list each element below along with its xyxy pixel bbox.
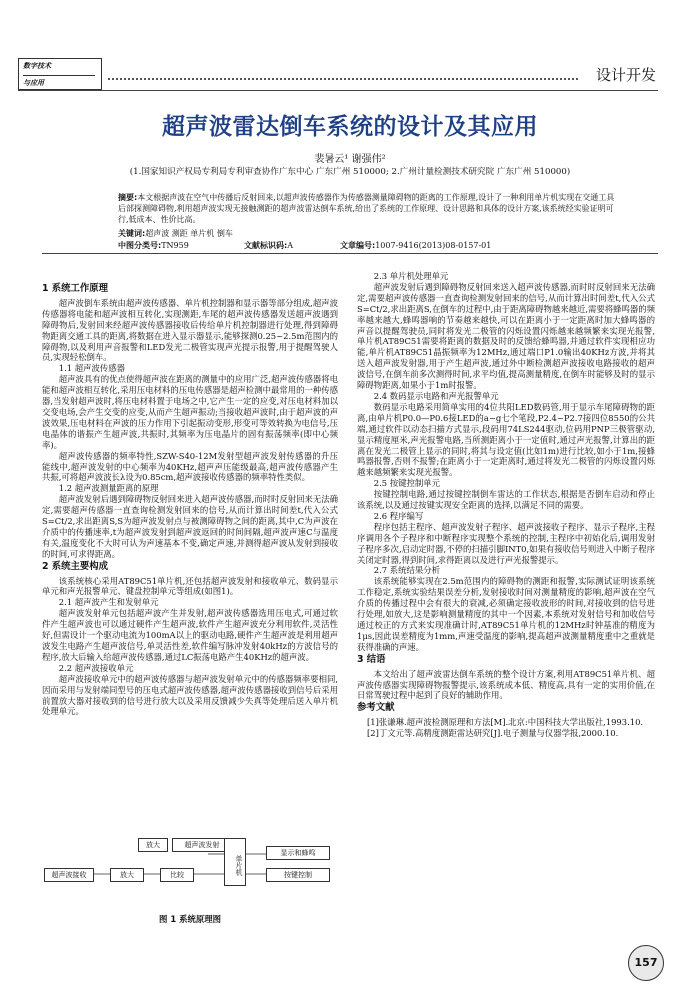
right-column (357, 271, 655, 739)
journal-badge-line1: 数字技术 (23, 61, 51, 70)
subsection-heading: 2.7 系统结果分析 (373, 565, 441, 576)
section-heading: 2 系统主要构成 (42, 560, 109, 572)
page-number: 157 (628, 945, 664, 981)
affiliation: (1.国家知识产权局专利局专利审查协作广东中心 广东广州 510000; 2.广州计量检测技术研究院 广东广州 510000) (129, 167, 571, 177)
abstract-label: 摘要: (118, 193, 138, 202)
clc-number (118, 240, 189, 251)
subsection-heading: 2.2 超声波接收单元 (58, 662, 134, 673)
doc-value: A (287, 241, 293, 250)
clc-label: 中图分类号: (118, 241, 162, 250)
paragraph: 本文给出了超声波雷达倒车系统的整个设计方案,利用AT89C51单片机、超声波传感器实现障碍物报警提示,该系统成本低、精度高,具有一定的实用价值,在日常驾驶过程中起到了良好的辅助作用。 (357, 668, 655, 701)
subsection-heading: 1.2 超声波测量距离的原理 (58, 483, 159, 494)
figure-caption: 图 1 系统原理图 (159, 914, 221, 924)
reference-item: [1]张谦琳.超声波检测原理和方法[M].北京:中国科技大学出版社,1993.10. (367, 717, 644, 728)
section-heading: 3 结语 (357, 653, 386, 665)
paragraph: 超声波具有的优点使得超声波在距离的测量中的应用广泛,超声波传感器将电能和超声波相互转化,采用压电材料的压电传感器是超声检测中最常用的一种传感器,当发射超声波时,将压电材料置于电场之中,它产生一定的应变,对压电材料加以交变电场,会产生交变的应变,从而产生超声振动;当接收超声波时,由于超声波的声波效果,压电材料在声波的压力作用下引起振动变形,形变可等效转换为电信号,压电晶体的谐振产生超声波,共振时,其频率为压电晶片的固有振荡频率(即中心频率)。 (42, 374, 338, 450)
paragraph: 超声波发射后遇到障碍物反射回来送入超声波传感器,而时时反射回来无法确定,需要超声波传感器一直查询检测发射回来的信号,从而计算出时间差t,代入公式S=Ct/2,求出距离S,在倒车的过程中,由于距离障碍物越来越近,需要将蜂鸣器的频率越来越大,蜂鸣器响的节奏越来越快,可以在距离小于一定距离时加大蜂鸣器的声音以提醒驾驶员,同时将发光二极管的闪烁设置闪烁越来越频繁来实现光报警,单片机AT89C51需要将距离的数据及时的反馈给蜂鸣器,并通过软件实现相应功能,单片机AT89C51晶振频率为12MHz,通过端口P1.0输出40KHz方波,并将其送入超声波发射器,用于产生超声波,通过外中断检测超声波接收电路接收的超声波信号,在倒车前多次测得时间,求平均值,提高测量精度,在倒车时能够及时的显示障碍物距离,如果小于1m时报警。 (357, 281, 656, 391)
box-key-control: 按键控制 (266, 868, 330, 882)
article-title: 超声波雷达倒车系统的设计及其应用 (162, 114, 538, 140)
keywords-text: 超声波 测距 单片机 倒车 (145, 229, 233, 238)
abstract-divider (42, 253, 658, 254)
subsection-heading: 2.1 超声波产生和发射单元 (58, 597, 159, 608)
box-display-buzzer: 显示和蜂鸣 (266, 846, 330, 860)
subsection-heading: 1.1 超声波传感器 (58, 363, 126, 374)
paragraph: 该系统能够实现在2.5m范围内的障碍物的测距和报警,实际测试证明该系统工作稳定,系统实验结果误差分析,发射接收时间对测量精度的影响,超声波在空气介质的传播过程中会有很大的衰减,必须确定接收波形的时间,对接收到的信号进行处理,如放大,这是影响测量精度的其中一个因素,本系统对发射信号和加收信号通过校正的方式来实现准确计时,AT89C51单片机的12MHz时钟基准的精度为1μs,因此误差精度为1mm,声速受温度的影响,提高超声波测量精度重中之重就是获得准确的声速。 (357, 576, 655, 652)
references-heading: 参考文献 (357, 702, 395, 714)
paragraph: 超声波传感器的频率特性,SZW-S40-12M发射型超声波发射传感器的升压能线中,超声波发射的中心频率为40KHz,超声声压能级最高,超声波传感器产生共振,可将超声波波长λ设为0.85cm,超声波接收传感器的频率特性类似。 (42, 450, 338, 483)
art-label: 文章编号: (340, 241, 376, 250)
header-divider (18, 90, 658, 91)
abstract (118, 192, 618, 225)
paragraph: 该系统核心采用AT89C51单片机,还包括超声波发射和接收单元、数码显示单元和声光报警单元、键盘控制单元等组成(如图1)。 (42, 575, 338, 597)
system-diagram (42, 838, 338, 898)
keywords-label: 关键词: (118, 229, 146, 238)
section-heading: 1 系统工作原理 (42, 283, 109, 294)
clc-value: TN959 (161, 241, 189, 250)
paragraph: 超声波接收单元中的超声波传感器与超声波发射单元中的传感器频率要相同,因而采用与发射端同型号的压电式超声波传感器,超声波传感器接收到信号后采用前置放大器对接收到的信号进行放大以及采用反馈减少失真等处理后送入单片机处理单元。 (42, 673, 338, 717)
subsection-heading: 2.3 单片机处理单元 (373, 271, 449, 281)
reference-item: [2]丁文元等.高精度测距雷达研究[J].电子测量与仪器学报,2000.10. (367, 728, 619, 739)
box-ultrasonic-receive: 超声波接收 (44, 868, 94, 882)
subsection-heading: 2.4 数码显示电路和声光报警单元 (373, 390, 499, 401)
article-number (340, 240, 491, 251)
paragraph: 按键控制电路,通过按键控制倒车雷达的工作状态,根据是否倒车启动和停止该系统,以及通过按键实现安全距离的选择,以满足不同的需要。 (357, 489, 655, 511)
box-amplify-receive: 放大 (110, 868, 144, 882)
box-compare: 比较 (160, 868, 194, 882)
keywords (118, 228, 618, 239)
journal-badge-line2: 与应用 (23, 75, 95, 88)
authors: 裴暑云¹ 谢强伟² (314, 154, 386, 165)
box-mcu: 单片机 (224, 838, 246, 886)
art-value: 1007-9416(2013)08-0157-01 (375, 241, 492, 250)
doc-label: 文献标识码: (244, 241, 288, 250)
section-label: 设计开发 (595, 66, 656, 84)
paragraph: 超声波倒车系统由超声波传感器、单片机控制器和显示器等部分组成,超声波传感器将电能和超声波相互转化,实现测距,车尾的超声波传感器发送超声波遇到障碍物后,发射回来经超声波传感器接收后传给单片机控制器进行处理,得到障碍物距离交通工具的距离,将数据在进入显示器显示,能够探测0.25~2.5m范围内的障碍物,以及利用声音报警和LED发光二极管实现声光提示报警,用于提醒驾驶人员,实现轻松倒车。 (42, 297, 338, 363)
paragraph: 超声波发射单元包括超声波产生并发射,超声波传感器选用压电式,可通过软件产生超声波也可以通过硬件产生超声波,软件产生超声波充分利用软件,灵活性好,但需设计一个驱动电流为100mA以上的驱动电路,硬件产生超声波是利用超声波发生电路产生超声波信号,单灵活性差,软件编写脉冲发射40kHz的方波信号的程序,放大后输入给超声波传感器,通过LC振荡电路产生40KHz的超声波。 (42, 608, 338, 662)
left-column (42, 282, 338, 717)
doc-code (244, 240, 293, 251)
paragraph: 超声波发射后遇到障碍物反射回来进入超声波传感器,而时时反射回来无法确定,需要超声传感器一直查询检测发射回来的信号,从而计算出时间差t,代入公式S=Ct/2,求出距离S,S为超声波发射点与被测障碍物之间的距离,其中,C为声波在介质中的传播速率,t为超声波发射到超声波返回的时间间隔,超声波声速C与温度有关,温度变化不大时可认为声速基本不变,确定声速,并测得超声波从发射到接收的时间,可求得距离。 (42, 494, 338, 559)
abstract-text: 本文根据声波在空气中传播后反射回来,以超声波传感器作为传感器测量障碍物的距离的工作原理,设计了一种利用单片机实现在交通工具后部探测障碍物,利用超声波实现无接触测距的超声波雷达倒车系统,给出了系统的工作原理、设计思路和具体的设计方案,该系统经实验证明可行,低成本、性价比高。 (118, 193, 615, 224)
paragraph: 程序包括主程序、超声波发射子程序、超声波接收子程序、显示子程序,主程序调用各个子程序和中断程序实现整个系统的控制,主程序中初始化后,调用发射子程序多次,启动定时器,不停的扫描引脚INT0,如果有接收信号则进入中断子程序关闭定时器,得到时间,求得距离以及进行声光报警提示。 (357, 521, 655, 565)
header-dotted-rule (108, 78, 578, 80)
subsection-heading: 2.6 程序编写 (373, 510, 424, 521)
box-ultrasonic-emit: 超声波发射 (172, 838, 232, 852)
subsection-heading: 2.5 按键控制单元 (373, 478, 441, 489)
box-amplify-emit: 放大 (138, 838, 168, 852)
paragraph: 数码显示电路采用简单实用的4位共阳LED数码管,用于显示车尾障碍物的距离,由单片机P0.0—P0.6接LED的a~g七个笔段,P2.4~P2.7接四位8550的公共端,通过软件以动态扫描方式显示,段码用74LS244驱动,位码用PNP三极管驱动,显示精度厘米,声光报警电路,当所测距离小于一定值时,通过声光报警,计算出的距离在发光二极管上显示的同时,将其与设定值(比如1m)进行比较,如小于1m,接蜂鸣器报警,否则不报警;在距离小于一定距离时,通过将发光二极管的闪烁设置闪烁越来越频繁来实现光报警。 (357, 401, 655, 478)
journal-badge (18, 58, 102, 90)
